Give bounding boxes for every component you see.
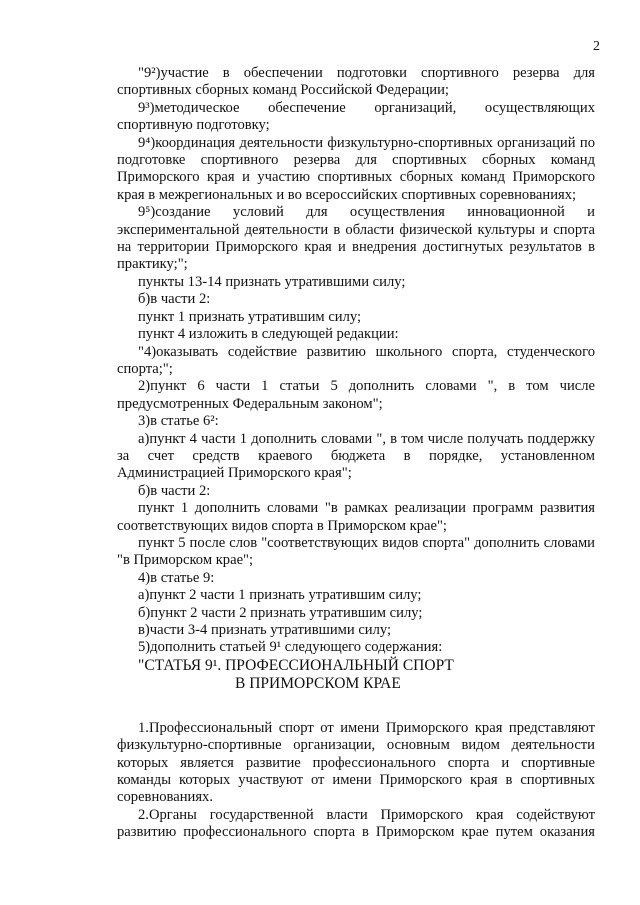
paragraph: 4)в статье 9:	[138, 569, 215, 586]
paragraph: "4)оказывать содействие развитию школьного спорта, студенческого спорта;";	[117, 343, 595, 377]
paragraph: пункт 4 изложить в следующей редакции:	[138, 326, 399, 343]
document-body	[117, 65, 595, 842]
paragraph: 9⁵)создание условий для осуществления инновационной и экспериментальной деятельности в области физической культуры и спорта на территории Приморского края и внедрения достигнутых результатов в практику;";	[117, 204, 595, 273]
article-heading-line2: В ПРИМОРСКОМ КРАЕ	[235, 674, 401, 692]
paragraph: 3)в статье 6²:	[138, 413, 219, 430]
paragraph: пункты 13-14 признать утратившими силу;	[138, 273, 406, 290]
paragraph: б)в части 2:	[138, 291, 211, 308]
paragraph: "9²)участие в обеспечении подготовки спортивного резерва для спортивных сборных команд Российской Федерации;	[117, 65, 595, 99]
article-heading-line1: "СТАТЬЯ 9¹. ПРОФЕССИОНАЛЬНЫЙ СПОРТ	[138, 656, 454, 674]
article-paragraph: 1.Профессиональный спорт от имени Приморского края представляют физкультурно-спортивные организации, основным видом деятельности которых является развитие профессионального спорта и спортивные команды которых участвуют от имени Приморского края в спортивных соревнованиях.	[117, 719, 595, 806]
paragraph: пункт 1 дополнить словами "в рамках реализации программ развития соответствующих видов спорта в Приморском крае";	[117, 500, 595, 534]
page-number: 2	[593, 39, 600, 54]
paragraph: а)пункт 4 части 1 дополнить словами ", в том числе получать поддержку за счет средств краевого бюджета в порядке, установленном Администрацией Приморского края";	[117, 430, 595, 482]
paragraph: 2)пункт 6 части 1 статьи 5 дополнить словами ", в том числе предусмотренных Федеральным законом";	[117, 378, 595, 412]
paragraph: 9³)методическое обеспечение организаций, осуществляющих спортивную подготовку;	[117, 99, 595, 134]
paragraph: пункт 5 после слов "соответствующих видов спорта" дополнить словами "в Приморском крае";	[117, 534, 595, 569]
paragraph: б)в части 2:	[138, 482, 211, 499]
paragraph: 5)дополнить статьей 9¹ следующего содержания:	[138, 639, 443, 656]
article-paragraph: 2.Органы государственной власти Приморского края содействуют развитию профессионального спорта в Приморском крае путем оказания	[117, 806, 595, 841]
paragraph: пункт 1 признать утратившим силу;	[138, 308, 362, 325]
paragraph: б)пункт 2 части 2 признать утратившим силу;	[138, 604, 423, 621]
paragraph: в)части 3-4 признать утратившими силу;	[138, 622, 392, 638]
paragraph: 9⁴)координация деятельности физкультурно-спортивных организаций по подготовке спортивного резерва для спортивных сборных команд Приморского края и участию спортивных сборных команд Приморского края в межрегиональных и во всероссийских спортивных соревнованиях;	[117, 134, 595, 203]
paragraph: а)пункт 2 части 1 признать утратившим силу;	[138, 587, 422, 604]
